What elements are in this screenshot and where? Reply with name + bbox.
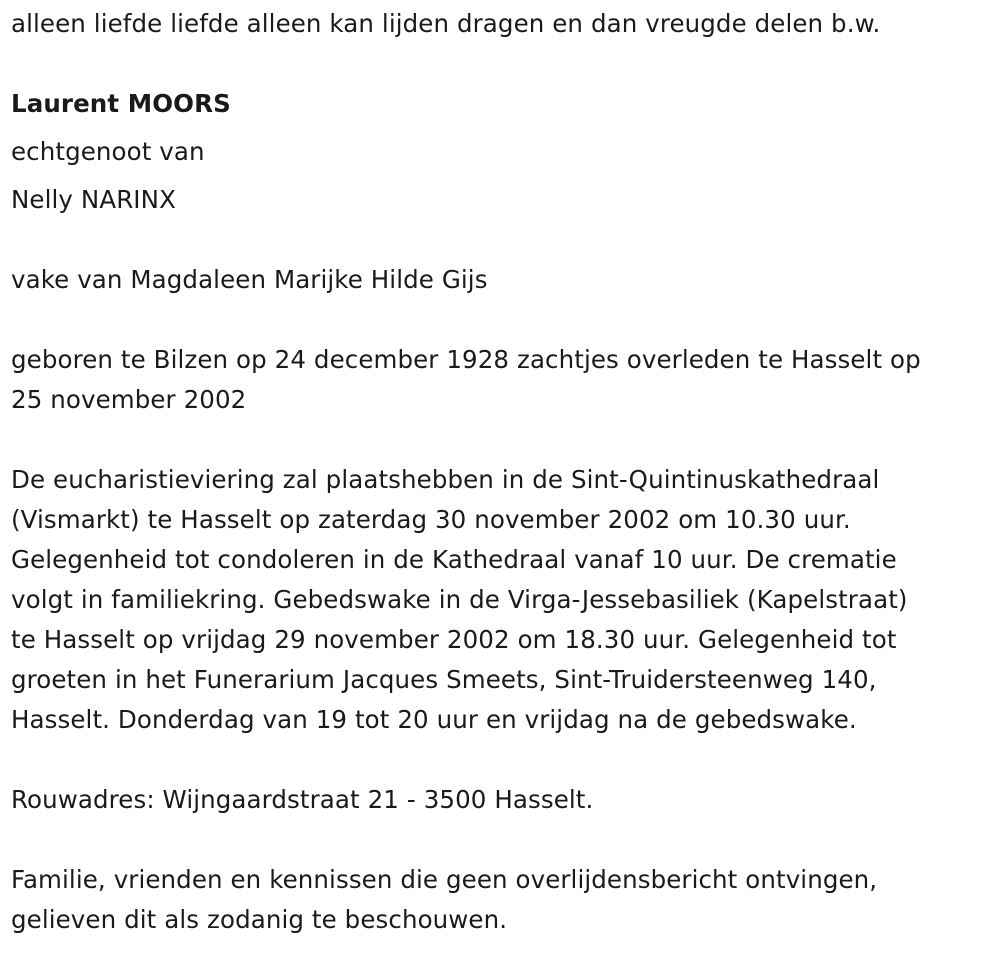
closing-line: gelieven dit als zodanig te beschouwen. <box>11 905 508 934</box>
ceremony-line: volgt in familiekring. Gebedswake in de Virga-Jessebasiliek (Kapelstraat) <box>11 585 908 614</box>
relation-label: echtgenoot van <box>11 137 205 166</box>
spouse-name: Nelly NARINX <box>11 185 176 214</box>
closing-line: Familie, vrienden en kennissen die geen overlijdensbericht ontvingen, <box>11 865 878 894</box>
family-line: vake van Magdaleen Marijke Hilde Gijs <box>11 265 488 294</box>
ceremony-line: groeten in het Funerarium Jacques Smeets, Sint-Truidersteenweg 140, <box>11 665 877 694</box>
birth-death-line: 25 november 2002 <box>11 385 247 414</box>
motto: alleen liefde liefde alleen kan lijden dragen en dan vreugde delen b.w. <box>11 9 881 38</box>
ceremony-line: Gelegenheid tot condoleren in de Kathedraal vanaf 10 uur. De crematie <box>11 545 897 574</box>
ceremony-line: (Vismarkt) te Hasselt op zaterdag 30 november 2002 om 10.30 uur. <box>11 505 851 534</box>
ceremony-line: De eucharistieviering zal plaatshebben in de Sint-Quintinuskathedraal <box>11 465 880 494</box>
birth-death-line: geboren te Bilzen op 24 december 1928 zachtjes overleden te Hasselt op <box>11 345 921 374</box>
ceremony-line: te Hasselt op vrijdag 29 november 2002 om 18.30 uur. Gelegenheid tot <box>11 625 897 654</box>
deceased-name: Laurent MOORS <box>11 89 231 118</box>
address-line: Rouwadres: Wijngaardstraat 21 - 3500 Hasselt. <box>11 785 594 814</box>
ceremony-line: Hasselt. Donderdag van 19 tot 20 uur en vrijdag na de gebedswake. <box>11 705 857 734</box>
